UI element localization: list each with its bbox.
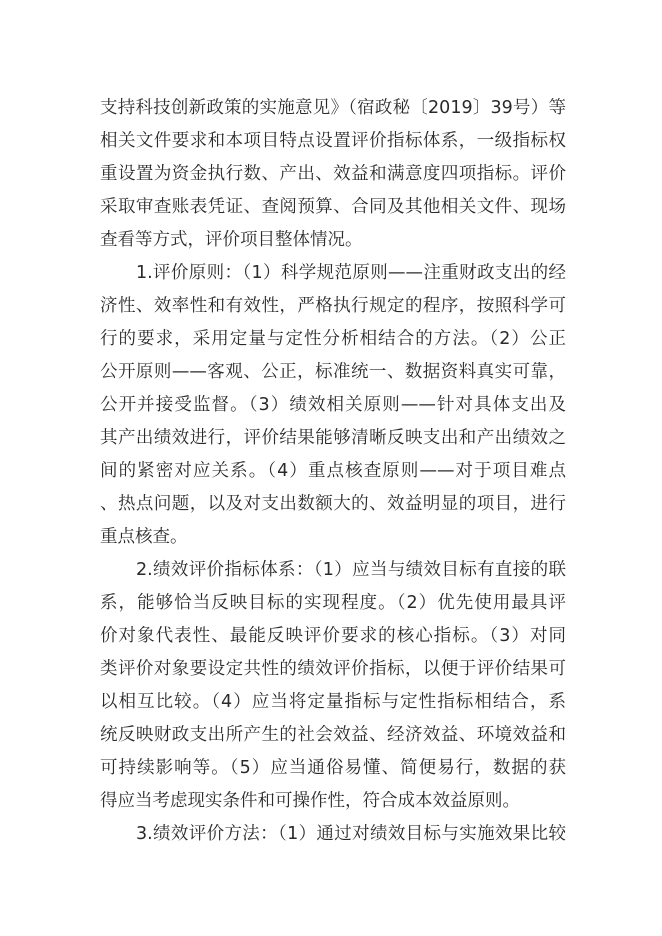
text-line: 行的要求，采用定量与定性分析相结合的方法。（2）公正: [100, 329, 566, 349]
paragraph-evaluation-principles: [100, 257, 566, 554]
text-line: 3.绩效评价方法：（1）通过对绩效目标与实施效果比较: [136, 824, 566, 844]
paragraph-continuation: [100, 92, 566, 257]
text-line: 重设置为资金执行数、产出、效益和满意度四项指标。评价: [100, 164, 566, 184]
text-line: 价对象代表性、最能反映评价要求的核心指标。（3）对同: [100, 626, 566, 646]
text-line: 、热点问题，以及对支出数额大的、效益明显的项目，进行: [100, 494, 566, 514]
text-line: 采取审查账表凭证、查阅预算、合同及其他相关文件、现场: [100, 197, 566, 217]
paragraph-indicator-system: [100, 554, 566, 818]
text-line: 2.绩效评价指标体系：（1）应当与绩效目标有直接的联: [136, 560, 566, 580]
text-line: 支持科技创新政策的实施意见》（宿政秘〔2019〕39号）等: [100, 98, 566, 118]
text-line: 公开并接受监督。（3）绩效相关原则——针对具体支出及: [100, 395, 566, 415]
text-line: 济性、效率性和有效性，严格执行规定的程序，按照科学可: [100, 296, 566, 316]
text-line: 可持续影响等。（5）应当通俗易懂、简便易行，数据的获: [100, 758, 566, 778]
text-line: 公开原则——客观、公正，标准统一、数据资料真实可靠，: [100, 362, 566, 382]
document-page: [100, 92, 566, 851]
text-line: 统反映财政支出所产生的社会效益、经济效益、环境效益和: [100, 725, 566, 745]
text-line: 类评价对象要设定共性的绩效评价指标，以便于评价结果可: [100, 659, 566, 679]
text-line: 重点核查。: [100, 527, 188, 547]
text-line: 查看等方式，评价项目整体情况。: [100, 230, 363, 250]
text-line: 以相互比较。（4）应当将定量指标与定性指标相结合，系: [100, 692, 566, 712]
text-line: 其产出绩效进行，评价结果能够清晰反映支出和产出绩效之: [100, 428, 566, 448]
text-line: 得应当考虑现实条件和可操作性，符合成本效益原则。: [100, 791, 520, 811]
paragraph-evaluation-methods: [100, 818, 566, 851]
text-line: 间的紧密对应关系。（4）重点核查原则——对于项目难点: [100, 461, 566, 481]
text-line: 1.评价原则：（1）科学规范原则——注重财政支出的经: [136, 263, 566, 283]
text-line: 相关文件要求和本项目特点设置评价指标体系，一级指标权: [100, 131, 566, 151]
text-line: 系，能够恰当反映目标的实现程度。（2）优先使用最具评: [100, 593, 566, 613]
